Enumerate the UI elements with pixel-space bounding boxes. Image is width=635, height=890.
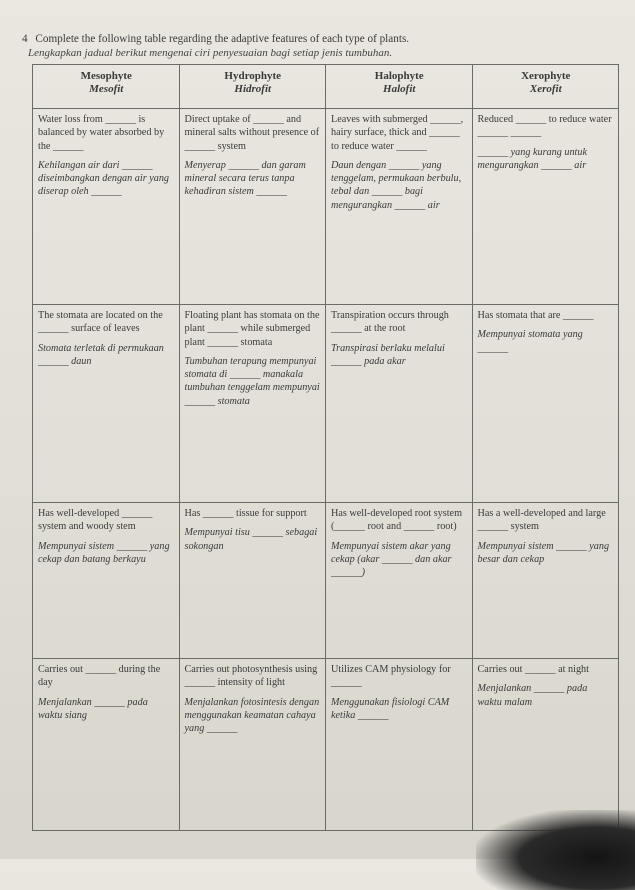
table-cell[interactable]: Direct uptake of ______ and mineral salts without presence of ______ system Menyerap ______ dan garam mineral secara terus tanpa kehadiran sistem ______ (179, 109, 326, 305)
table-cell[interactable]: Has a well-developed and large ______ system Mempunyai sistem ______ yang besar dan cekap (472, 503, 619, 659)
table-row-support-system (33, 503, 619, 659)
table-cell[interactable]: Carries out ______ at night Menjalankan ______ pada waktu malam (472, 659, 619, 831)
question-line (22, 33, 409, 45)
header-xerophyte: Xerophyte Xerofit (472, 65, 619, 109)
instruction-malay: Lengkapkan jadual berikut mengenai ciri penyesuaian bagi setiap jenis tumbuhan. (28, 47, 393, 59)
table-cell[interactable]: Transpiration occurs through ______ at the root Transpirasi berlaku melalui ______ pada akar (326, 305, 473, 503)
question-number: 4 (22, 33, 28, 45)
table-cell[interactable]: Water loss from ______ is balanced by water absorbed by the ______ Kehilangan air dari ______ diseimbangkan dengan air yang diserap oleh ______ (33, 109, 180, 305)
table-row-stomata (33, 305, 619, 503)
header-mesophyte: Mesophyte Mesofit (33, 65, 180, 109)
table-row-water-balance (33, 109, 619, 305)
table-cell[interactable]: Has stomata that are ______ Mempunyai stomata yang ______ (472, 305, 619, 503)
table-cell[interactable]: Reduced ______ to reduce water ______ ______ ______ yang kurang untuk mengurangkan ______ air (472, 109, 619, 305)
table-cell[interactable]: Has well-developed root system (______ root and ______ root) Mempunyai sistem akar yang cekap (akar ______ dan akar ______) (326, 503, 473, 659)
table-cell[interactable]: Leaves with submerged ______, hairy surface, thick and ______ to reduce water ______ Daun dengan ______ yang tenggelam, permukaan berbulu, tebal dan ______ bagi mengurangkan ______ air (326, 109, 473, 305)
table-cell[interactable]: Has well-developed ______ system and woody stem Mempunyai sistem ______ yang cekap dan batang berkayu (33, 503, 180, 659)
table-cell[interactable]: The stomata are located on the ______ surface of leaves Stomata terletak di permukaan ______ daun (33, 305, 180, 503)
header-hydrophyte: Hydrophyte Hidrofit (179, 65, 326, 109)
table-cell[interactable]: Carries out photosynthesis using ______ intensity of light Menjalankan fotosintesis dengan menggunakan keamatan cahaya yang ______ (179, 659, 326, 831)
table-cell[interactable]: Carries out ______ during the day Menjalankan ______ pada waktu siang (33, 659, 180, 831)
header-row (33, 65, 619, 109)
adaptive-features-table (32, 64, 619, 831)
instruction-english: Complete the following table regarding the adaptive features of each type of plants. (35, 33, 410, 45)
table-row-photosynthesis (33, 659, 619, 831)
table-cell[interactable]: Has ______ tissue for support Mempunyai tisu ______ sebagai sokongan (179, 503, 326, 659)
table-cell[interactable]: Floating plant has stomata on the plant ______ while submerged plant ______ stomata Tumbuhan terapung mempunyai stomata di ______ manakala tumbuhan tenggelam mempunyai ______ stomata (179, 305, 326, 503)
table-cell[interactable]: Utilizes CAM physiology for ______ Menggunakan fisiologi CAM ketika ______ (326, 659, 473, 831)
header-halophyte: Halophyte Halofit (326, 65, 473, 109)
